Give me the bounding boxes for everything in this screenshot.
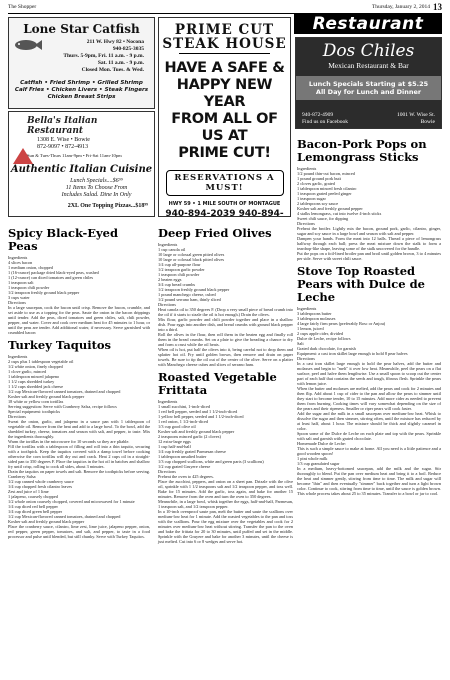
article	[297, 265, 441, 496]
article-paragraph: 4 slices bacon	[8, 260, 33, 265]
article-paragraph: 1 1/2 cups shredded turkey	[8, 379, 55, 384]
article-paragraph: 1 teaspoon grated peeled ginger	[297, 191, 352, 196]
article-title: Spicy Black-Eyed Peas	[8, 226, 119, 253]
article-paragraph: Kosher salt and freshly ground pepper	[297, 206, 363, 211]
article-paragraph: Special equipment: toothpicks	[8, 409, 61, 414]
article-paragraph: 1 yellow bell pepper, seeded and 1 1/2-inch-diced	[158, 414, 244, 419]
page-number: 13	[433, 2, 442, 12]
ad-prime-cut	[158, 17, 291, 217]
article-paragraph: Preheat the broiler. Lightly mix the bacon, ground pork, garlic, cilantro, ginger, sugar and soy sauce in a large bowl and season with salt and pepper.	[297, 226, 441, 236]
article-paragraph: Grated dark chocolate, for garnish	[297, 346, 356, 351]
article-paragraph: 1 pound ground pork butt	[297, 176, 341, 181]
article-paragraph: Preheat the oven to 425 degrees.	[158, 474, 214, 479]
ad-message: HAVE A SAFE & HAPPY NEW YEAR FROM ALL OF US AT PRIME CUT!	[164, 60, 285, 161]
article-paragraph: Mix flour, garlic powder and chili powder together and place in a shallow dish. Pour eggs into another dish, and bread crumbs with ground black pepper into a third.	[158, 317, 293, 332]
article-paragraph: 1 red onion, 1 1/2-inch-diced	[158, 419, 208, 424]
article	[158, 227, 293, 367]
article-paragraph: Salt	[297, 341, 304, 346]
ad-location: HWY 59 • 1 MILE SOUTH OF MONTAGUE	[168, 201, 281, 207]
article-paragraph: 1/3 cup chopped scallions, white and green parts (3 scallions)	[158, 459, 264, 464]
article-paragraph: 1 teaspoon salt	[8, 280, 34, 285]
article-paragraph: Directions	[8, 414, 26, 419]
article-paragraph: Sweet chili sauce, for dipping	[297, 216, 349, 221]
article-paragraph: 4 large fairly firm pears (preferably Bosc or Anjou)	[297, 321, 386, 326]
article-paragraph: 1/2 cup canned whole cranberry sauce	[8, 479, 74, 484]
article-paragraph: Kosher salt and freshly ground black pepper	[8, 519, 85, 524]
article-paragraph: 10 large or colossal black pitted olives	[158, 257, 225, 262]
ad-title: PRIME CUT STEAK HOUSE	[162, 22, 287, 52]
article-paragraph: This is such a simple sauce to make at home. All you need is a little patience and a good wooden spoon!	[297, 446, 441, 456]
article-paragraph: Directions	[297, 221, 315, 226]
publication-name: The Shopper	[8, 4, 37, 10]
article-paragraph: 2 cloves garlic, grated	[297, 181, 335, 186]
article-title: Stove Top Roasted Pears with Dulce de Leche	[297, 264, 425, 304]
ad-title: Lone Star Catfish	[23, 22, 140, 36]
article-paragraph: 1/2 pound thin-cut bacon, minced	[297, 171, 355, 176]
article-paragraph: Directions	[158, 302, 176, 307]
ad-lone-star-catfish	[8, 17, 155, 109]
article-paragraph: 1 tablespoon unsalted butter	[158, 454, 207, 459]
column-middle	[158, 227, 293, 544]
article-paragraph: 1/2 white onion, finely chopped	[8, 364, 63, 369]
ad-tagline: Authentic Italian Cuisine	[10, 164, 153, 175]
article-paragraph: 1/2 teaspoon freshly ground black pepper	[158, 287, 230, 292]
ad-menu-list: Catfish • Fried Shrimp • Grilled Shrimp Calf Fries • Chicken Livers • Steak Fingers Chicken Breast Strips	[14, 80, 149, 100]
ad-hours: Sun & Tues-Thurs 11am-9pm • Fri-Sat 11am-10pm	[27, 153, 122, 158]
article-paragraph: 1 cup canola oil	[158, 247, 186, 252]
article-paragraph: Ingredients	[8, 255, 28, 260]
ad-title: Bella's Italian Restaurant	[27, 116, 98, 136]
article-paragraph: 1 (16-ounce) package dried black-eyed peas, washed	[8, 270, 99, 275]
article-paragraph: 1 teaspoon sugar	[297, 196, 326, 201]
article-paragraph: 1 red bell pepper, seeded and 1 1/2-inch-diced	[158, 409, 238, 414]
article-paragraph: Roll the olives in the flour, then roll them in the beaten egg and finally roll them in the bread crumbs. Set on a plate to give the breading a chance to dry and form a crust while the oil heats.	[158, 332, 293, 347]
article-title: Turkey Taquitos	[8, 338, 112, 352]
article-paragraph: 1/2 teaspoon garlic powder	[158, 267, 205, 272]
ad-address-block: 211 W. Hwy 82 • Nocona 940-825-3035 Thurs. 5-9pm, Fri. 11 a.m. - 9 p.m. Sat. 11 a.m. - 9 p.m. Closed Mon. Tues. & Wed.	[63, 39, 144, 73]
article-paragraph: 12 extra-large eggs	[158, 439, 191, 444]
article-paragraph: Ingredients	[158, 242, 178, 247]
article-paragraph: 2 teaspoons minced garlic (2 cloves)	[158, 434, 221, 439]
article-paragraph: 1 small zucchini, 1-inch-diced	[158, 404, 211, 409]
article-paragraph: 3/4 cup bread crumbs	[158, 282, 196, 287]
article-paragraph: Ingredients	[297, 306, 317, 311]
article-paragraph: 1/3 cup granulated sugar	[297, 461, 340, 466]
article-paragraph: 1 cup half-and-half	[158, 444, 191, 449]
article-paragraph: Place the zucchini, peppers, and onion on a sheet pan. Drizzle with the olive oil, sprinkle with 1 1/2 teaspoons salt and 1/2 teaspoon pepper, and toss well. Bake for 15 minutes. Add the garlic, toss again, and bake for another 15 minutes. Remove from the oven and turn the oven to 350 degrees.	[158, 479, 293, 499]
article-paragraph: 1 lemon, juiced	[297, 326, 324, 331]
article-paragraph: 1/4 cup chopped fresh cilantro leaves	[8, 484, 73, 489]
article-paragraph: Sweat the onion, garlic, and jalapeno in a sauce pan with 1 tablespoon of vegetable oil. Remove from the heat and add to a large bowl. To the bowl, add the shredded turkey, cheese, tomatoes and season with salt, and pepper, to taste. Mix the ingredients thoroughly.	[8, 419, 150, 439]
article-paragraph: Serving suggestion: Serve with Cranberry Salsa, recipe follows	[8, 404, 117, 409]
ad-lunch-specials: Lunch Specials....$6⁹⁹ 11 Items To Choose From Includes Salad. Dine In Only	[61, 178, 132, 198]
article-title: Deep Fried Olives	[158, 226, 272, 240]
ad-subtitle: Mexican Restaurant & Bar	[328, 61, 409, 70]
article-paragraph: Cranberry Salsa	[8, 474, 36, 479]
fish-icon	[13, 38, 43, 52]
article-paragraph: 1/2 teaspoon freshly ground black pepper	[8, 290, 80, 295]
divider	[179, 53, 270, 54]
article-paragraph: Meanwhile, in a large bowl, whisk together the eggs, half-and-half, Parmesan, 1 teaspoon salt, and 1/2 teaspoon pepper.	[158, 499, 293, 509]
article-paragraph: Ingredients	[8, 354, 28, 359]
section-banner: Restaurant	[294, 14, 442, 34]
article-paragraph: 2 cups plus 1 tablespoon vegetable oil	[8, 359, 74, 364]
article-paragraph: Zest and juice of 1 lime	[8, 489, 49, 494]
article-paragraph: Heat canola oil to 350 degrees F. (Drop a very small piece of bread crumb into the oil if it starts to sizzle the oil is hot enough.) Drain the olives.	[158, 307, 293, 317]
article-paragraph: 1/2 cup grated Gruyere cheese	[158, 464, 211, 469]
article-paragraph: Fill the tortillas with a tablespoon of filling and roll into a thin taquito, securing with a toothpick. Keep the taquitos covered with a damp towel before cooking otherwise the corn tortillas will dry out and crack. Heat 2 cups oil in a straight-sided pan to 350 degrees F. Place the taquitos in the hot oil in batches and shallow fry until crisp, rolling to cook all sides, about 3 minutes.	[8, 444, 150, 469]
article-title: Roasted Vegetable Frittata	[158, 370, 277, 397]
article-paragraph: 3 tablespoon molasses	[297, 316, 336, 321]
article-paragraph: 1/2 cup Mexican-flavored canned tomatoes, drained and chopped	[8, 389, 121, 394]
article-paragraph: Homemade Dulce de Leche:	[297, 441, 347, 446]
article-paragraph: 10 large or colossal green pitted olives	[158, 252, 225, 257]
article-paragraph: Warm the tortillas in the microwave for 10 seconds so they are pliable.	[8, 439, 130, 444]
article-paragraph: Kosher salt and freshly ground black pepper	[8, 394, 85, 399]
article-paragraph: 18 white or yellow corn tortillas	[8, 399, 64, 404]
article-paragraph: 1 pound manchego cheese, cubed	[158, 292, 216, 297]
article	[297, 138, 441, 261]
article-paragraph: 1 jalapeno, coarsely chopped	[8, 494, 58, 499]
article-paragraph: 1/4 cup freshly grated Parmesan cheese	[158, 449, 226, 454]
article-paragraph: 1/2 cup Mexican-flavored canned tomatoes, drained and chopped	[8, 514, 121, 519]
article-paragraph: 1/4 cup diced green bell pepper	[8, 509, 63, 514]
article-paragraph: 1 teaspoon chili powder	[158, 272, 200, 277]
article-paragraph: 1 tablespoon minced fresh cilantro	[297, 186, 357, 191]
article-paragraph: Directions	[297, 356, 315, 361]
article-paragraph: When oil is hot, put half the olives into it, being careful not to drop them and splatter hot oil. Fry until golden brown, then remove and drain on paper towels. Be sure to tip the oil out of the center of the olive. Serve on a platter with Manchego cheese cubes and slices of serrano ham.	[158, 347, 293, 367]
ad-dos-chiles: Dos Chiles Mexican Restaurant & Bar Lunch Specials Starting at $5.25 All Day for Lunch and Dinner 940-872-4909 Find us on Facebook 1001 W. Wise St. Bowie	[295, 37, 442, 129]
article	[8, 339, 150, 539]
article-paragraph: 1/3 cup good olive oil	[158, 424, 196, 429]
article	[8, 227, 150, 335]
article-paragraph: 1/4 cup all-purpose flour	[158, 262, 201, 267]
article-paragraph: 1 clove garlic, minced	[8, 369, 47, 374]
article-paragraph: 2 beaten eggs	[158, 277, 182, 282]
article-paragraph: Ingredients	[158, 399, 178, 404]
article-paragraph: Kosher salt and freshly ground black pepper	[158, 429, 235, 434]
article-paragraph: 1 medium onion, chopped	[8, 265, 53, 270]
ad-reservations: RESERVATIONS A MUST!	[166, 170, 284, 196]
ad-address-block: 1308 E. Wise • Bowie 872-9097 • 872-4913	[37, 137, 90, 150]
article-title: Bacon-Pork Pops on Lemongrass Sticks	[297, 137, 427, 164]
ad-phones: 940-894-2039 940-894-	[165, 209, 284, 217]
article-paragraph: Dampen your hands. Form the meat into 12 balls. Thread a piece of lemongrass halfway through each ball; press the meat mixture down the stalk to form a teardrop-like shape, leaving some of the stalk uncovered for the handle.	[297, 236, 441, 251]
issue-date: Thursday, January 2, 2014	[371, 4, 430, 10]
article-paragraph: Ingredients	[297, 166, 317, 171]
article-paragraph: 4 stalks lemongrass, cut into twelve 4-inch sticks	[297, 211, 382, 216]
article	[158, 371, 293, 544]
ad-title: Dos Chiles	[322, 41, 415, 61]
pizza-slice-icon	[13, 148, 33, 164]
article-paragraph: Directions	[158, 469, 176, 474]
article-paragraph: Place the cranberry sauce, cilantro, lime zest, lime juice, jalapeno pepper, onion, red pepper, green pepper, tomatoes, and salt, and pepper, to taste in a food processor and pulse until blended, but still chunky. Serve with Turkey Taquitos.	[8, 524, 150, 539]
article-paragraph: Equipment: a cast iron skillet large enough to hold 8 pear halves	[297, 351, 408, 356]
article-paragraph: Drain the taquitos on paper towels and salt. Remove the toothpicks before serving.	[8, 469, 151, 474]
article-paragraph: 1 pint whole milk	[297, 456, 328, 461]
article-paragraph: 1 teaspoon chili powder	[8, 285, 50, 290]
article-paragraph: Add the sugar and the milk in a small saucepan over medium-low heat. Whisk to dissolve the sugar and then simmer, stirring often, until the mixture has reduced by at least half, about 1 hour. The mixture should be thick and slightly caramel in color.	[297, 411, 441, 431]
column-right	[297, 138, 441, 496]
article-paragraph: 1 1/2 cups shredded jack cheese	[8, 384, 64, 389]
column-left	[8, 227, 150, 539]
article-paragraph: 2 cups apple cider, divided	[297, 331, 344, 336]
article-paragraph: When the butter and molasses are melted, add the pears and cook for 2 minutes and then flip. Add about 1 cup of cider to the pan and allow the pears to simmer until they start to become tender, 10 to 15 minutes. Add more cider as needed to prevent them from burning. Cooking times will vary somewhat depending on the size of the pears and their ripeness. Smaller or riper pears will cook faster.	[297, 386, 441, 411]
article-paragraph: In a large saucepan, cook the bacon until crisp. Remove the bacon, crumble, and set aside to use as a topping for the peas. Saute the onion in the bacon drippings until tender. Add the peas, diced tomatoes and green chiles, salt, chili powder, pepper, and water. Cover and cook over medium heat for 45 minutes to 1 hour, or until the peas are tender. Add additional water, if necessary. Serve garnished with crumbled bacon	[8, 305, 150, 335]
article-paragraph: Directions	[8, 300, 26, 305]
article-paragraph: In a medium, heavy-bottomed saucepan, add the milk and the sugar. Stir thoroughly to blend. Put the pan over medium heat and bring it to a boil. Reduce the heat and simmer gently, stirring from time to time. The milk and sugar will become "thin" and then eventually "simmer" back together and turn a light brown color. Continue to cook, stirring from time to time, until the sauce is golden brown. This whole process takes about 25 to 35 minutes. Transfer to a bowl or jar to cool.	[297, 466, 441, 496]
page-header	[8, 3, 442, 13]
article-paragraph: 1/2 pound serrano ham, thinly sliced	[158, 297, 221, 302]
article-paragraph: 1 tablespoon minced jalapeno	[8, 374, 60, 379]
article-paragraph: 1 (12-ounce) can diced tomatoes and green chiles	[8, 275, 94, 280]
ad-specials: Lunch Specials Starting at $5.25 All Day for Lunch and Dinner	[296, 76, 441, 100]
article-paragraph: 1/2 whole onion coarsely chopped, covered and microwaved for 1 minute	[8, 499, 135, 504]
article-paragraph: Spoon some of the Dulce de Leche on each plate and top with the pears. Sprinkle with salt and garnish with grated chocolate.	[297, 431, 441, 441]
article-paragraph: Dulce de Leche, recipe follows	[297, 336, 351, 341]
article-paragraph: 3 cups water	[8, 295, 30, 300]
article-paragraph: Put the pops on a foil-lined broiler pan and broil until golden brown, 3 to 4 minutes per side. Serve with sweet chili sauce.	[297, 251, 441, 261]
ad-bellas-italian	[8, 111, 155, 217]
ad-pizza-deal: 2XL One Topping Pizzas...$18⁹⁹	[67, 203, 148, 209]
article-paragraph: 3 tablespoons butter	[297, 311, 332, 316]
article-paragraph: 2 tablespoons soy sauce	[297, 201, 339, 206]
article-paragraph: 1/4 cup diced red bell pepper	[8, 504, 58, 509]
article-paragraph: In a cast iron skillet large enough to hold the pear halves, add the butter and molasses and begin to "melt" it over low heat. Meanwhile, peel the pears on a flat surface, peel and halve them lengthwise. Use a small spoon to scoop out the center part of each half that contains the seeds and tough, fibrous flesh. Sprinkle the pears with lemon juice.	[297, 361, 441, 386]
article-paragraph: In a 10-inch ovenproof saute pan, melt the butter and saute the scallions over medium-low heat for 1 minute. Add the roasted vegetables to the pan and toss with the scallions. Pour the egg mixture over the vegetables and cook for 2 minutes over medium-low heat without stirring. Transfer the pan to the oven and bake the frittata for 20 to 30 minutes, until puffed and set in the middle. Sprinkle with the Gruyere and bake for another 3 minutes, until the cheese is just melted. Cut into 6 or 8 wedges and serve hot.	[158, 509, 293, 544]
